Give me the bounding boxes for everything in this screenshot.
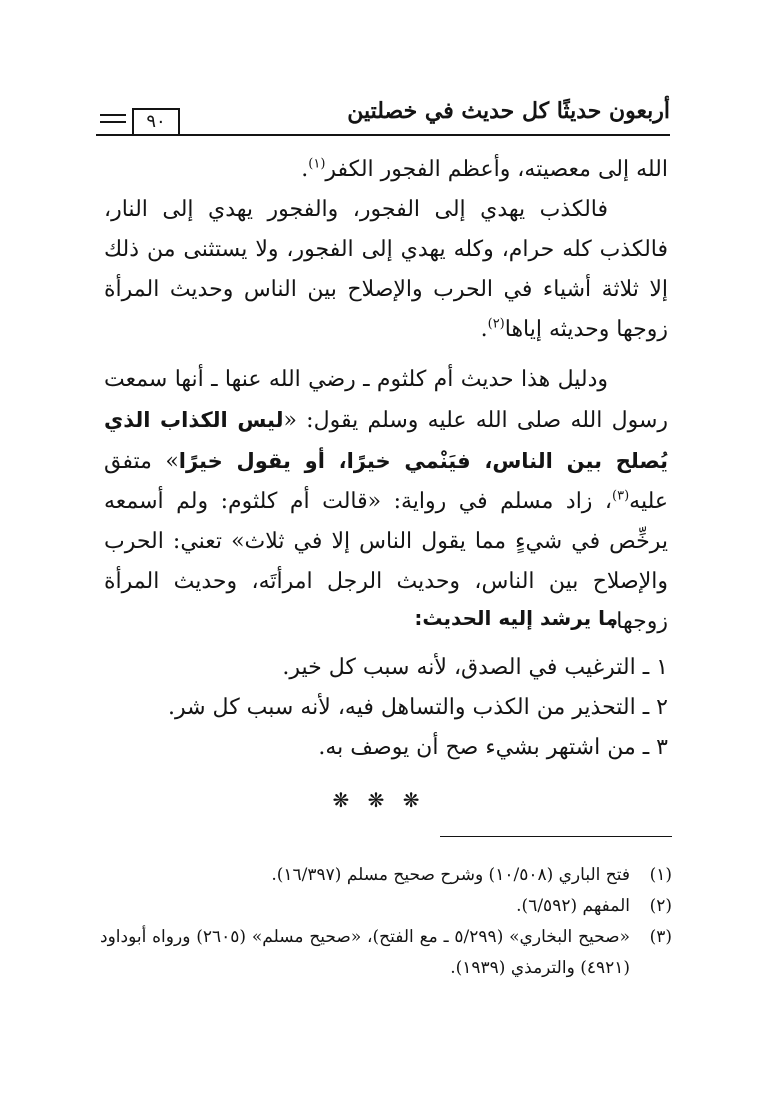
lesson-item: ٣ ـ من اشتهر بشيء صح أن يوصف به. [318, 735, 668, 760]
text-run: الله إلى معصيته، وأعظم الفجور الكفر [325, 157, 668, 182]
text-run: » متفق عليه [104, 449, 668, 514]
lesson-item: ١ ـ الترغيب في الصدق، لأنه سبب كل خير. [282, 655, 668, 680]
running-header [96, 96, 670, 140]
lesson-item: ٢ ـ التحذير من الكذب والتساهل فيه، لأنه سبب كل شر. [168, 695, 668, 720]
footnote-number: (١) [649, 865, 672, 885]
paragraph-1 [104, 150, 668, 190]
main-text [104, 150, 668, 642]
footnote-ref-3: (٣) [612, 488, 630, 504]
footnote-text: المفهم (٦/٥٩٢). [516, 896, 630, 916]
text-run: . [301, 157, 309, 182]
paragraph-3 [104, 360, 668, 642]
footnote-rule [440, 836, 672, 837]
text-run: ودليل هذا حديث أم كلثوم ـ رضي الله عنها ـ أنها سمعت رسول الله صلى الله عليه وسلم يقول: « [104, 367, 669, 433]
footnotes [100, 860, 672, 984]
paragraph-2 [104, 190, 668, 350]
footnote [100, 891, 672, 922]
header-double-rule-icon [100, 114, 126, 128]
footnote [100, 922, 672, 984]
header-rule [96, 134, 670, 136]
footnote-number: (٢) [649, 896, 672, 916]
page-number: ٩٠ [132, 108, 180, 136]
footnote-ref-2: (٢) [487, 316, 505, 332]
footnote-text: «صحيح البخاري» (٥/٢٩٩ ـ مع الفتح)، «صحيح مسلم» (٢٦٠٥) ورواه أبوداود (٤٩٢١) والترمذي (١٩٣٩). [100, 927, 630, 978]
lessons-heading: ما يرشد إليه الحديث: [414, 606, 618, 630]
footnote-ref-1: (١) [308, 156, 326, 172]
section-separator: ❋ ❋ ❋ [332, 788, 426, 812]
lessons-list [108, 648, 668, 768]
footnote-text: فتح الباري (١٠/٥٠٨) وشرح صحيح مسلم (١٦/٣٩٧). [271, 865, 630, 885]
footnote-number: (٣) [649, 927, 672, 947]
text-run: ، زاد مسلم في رواية: «قالت أم كلثوم: ولم أسمعه يرخِّص في شيءٍ مما يقول الناس إلا في ثلاث» تعني: الحرب والإصلاح بين الناس، وحديث الرجل امرأتَه، وحديث المرأة زوجها. [104, 489, 668, 634]
book-title: أربعون حديثًا كل حديث في خصلتين [347, 98, 670, 124]
footnote [100, 860, 672, 891]
text-run: . [480, 317, 488, 342]
hadith-quote: ليس الكذاب الذي يُصلح بين الناس، فيَنْمي خيرًا، أو يقول خيرًا [104, 408, 668, 473]
text-run: فالكذب يهدي إلى الفجور، والفجور يهدي إلى النار، فالكذب كله حرام، وكله يهدي إلى الفجور، ولا يستثنى من ذلك إلا ثلاثة أشياء في الحرب والإصلاح بين الناس وحديث المرأة زوجها وحديثه إياها [104, 197, 668, 342]
